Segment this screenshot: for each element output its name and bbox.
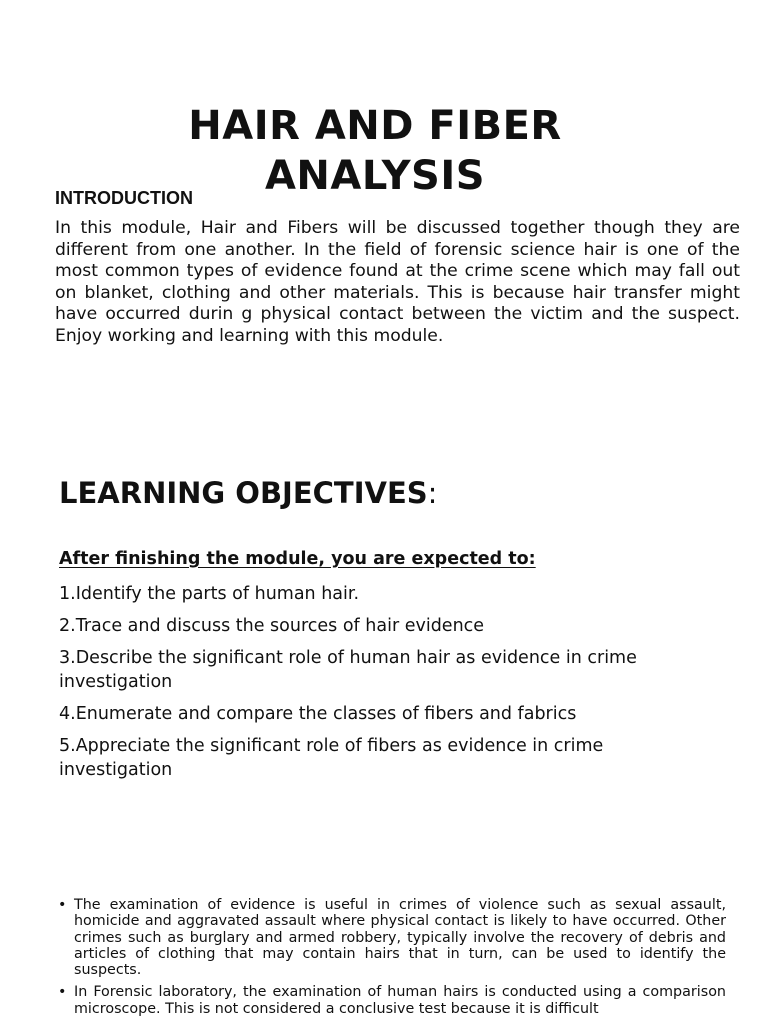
introduction-paragraph: In this module, Hair and Fibers will be discussed together though they are different from one another. In the field of forensic science hair is one of the most common types of evidence found at the crime scene which may fall out on blanket, clothing and other materials. This is because hair transfer might have occurred durin g physical contact between the victim and the suspect. Enjoy working and learning with this module. (55, 218, 740, 346)
introduction-heading: INTRODUCTION (55, 188, 193, 208)
objective-item: 5.Appreciate the significant role of fibers as evidence in crime investigation (59, 736, 604, 780)
learning-objectives-colon: : (427, 476, 438, 510)
bullet-text: The examination of evidence is useful in crimes of violence such as sexual assault, homicide and aggravated assault where physical contact is likely to have occurred. Other crimes such as burglary and armed robbery, typically involve the recovery of debris and articles of clothing that may contain hairs that in turn, can be used to identify the suspects. (74, 897, 726, 979)
objective-item: 3.Describe the significant role of human hair as evidence in crime investigation (59, 648, 637, 692)
document-title (0, 101, 750, 201)
learning-objectives-heading-text: LEARNING OBJECTIVES (59, 476, 428, 510)
bullet-item (58, 897, 726, 978)
title-line-2: ANALYSIS (264, 152, 486, 199)
bullet-item (58, 984, 726, 1017)
title-line-1: HAIR AND FIBER (188, 102, 562, 149)
bullet-list (58, 897, 726, 1023)
objectives-lead-text: After finishing the module, you are expected to: (59, 549, 536, 569)
bullet-marker: • (58, 897, 67, 913)
bullet-marker: • (58, 984, 67, 1001)
objectives-list (59, 582, 719, 790)
bullet-text: In Forensic laboratory, the examination of human hairs is conducted using a comparison microscope. This is not considered a conclusive test because it is difficult (74, 984, 726, 1017)
objective-item: 1.Identify the parts of human hair. (59, 584, 360, 604)
objective-item: 2.Trace and discuss the sources of hair evidence (59, 616, 485, 636)
learning-objectives-heading (59, 476, 437, 510)
objective-item: 4.Enumerate and compare the classes of fibers and fabrics (59, 704, 577, 724)
